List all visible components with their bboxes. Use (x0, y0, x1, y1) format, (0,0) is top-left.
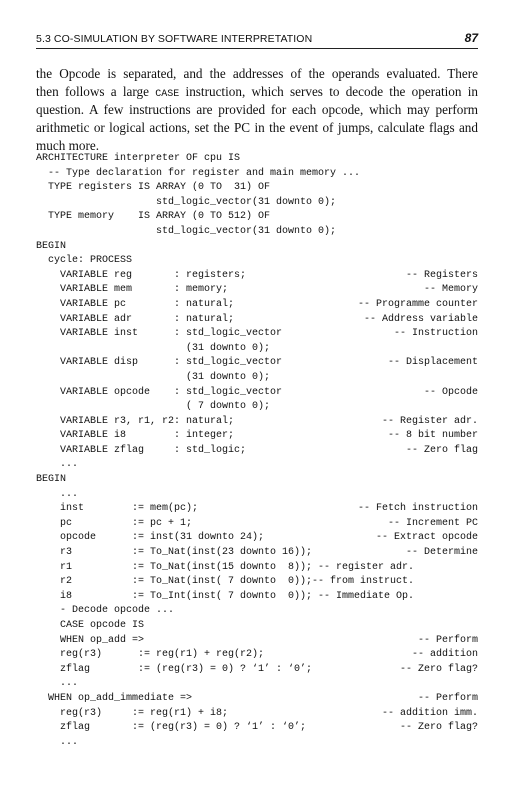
code-comment: -- addition imm. (381, 707, 478, 719)
paragraph-line: the Opcode is separated, and the addresses of the operands evaluated. There (36, 66, 478, 81)
code-line (36, 575, 478, 590)
code-line (36, 415, 478, 430)
body-paragraph (36, 65, 478, 155)
code-line (36, 269, 478, 284)
code-line (36, 210, 478, 225)
code-text: VARIABLE r3, r1, r2: natural; (36, 415, 235, 427)
code-comment: -- Memory (423, 284, 478, 296)
code-text: i8 := To_Int(inst( 7 downto 0)); -- Immediate Op. (36, 590, 415, 602)
code-text: reg(r3) := reg(r1) + reg(r2); (36, 649, 265, 661)
code-text: r2 := To_Nat(inst( 7 downto 0));-- from instruct. (36, 576, 415, 588)
code-text: reg(r3) := reg(r1) + i8; (36, 707, 229, 719)
code-text: -- Type declaration for register and main memory ... (36, 167, 361, 179)
code-text: WHEN op_add_immediate => (36, 692, 193, 704)
code-text: std_logic_vector(31 downto 0); (36, 225, 337, 237)
code-line (36, 531, 478, 546)
code-line (36, 181, 478, 196)
code-text: VARIABLE i8 : integer; (36, 430, 235, 442)
paragraph-line: arithmetic or logical actions, set the PC in the event of jumps, calculate flags and (36, 120, 478, 135)
code-line (36, 517, 478, 532)
code-text: r1 := To_Nat(inst(15 downto 8)); -- register adr. (36, 561, 415, 573)
code-text: inst := mem(pc); (36, 503, 199, 515)
code-comment: -- Perform (417, 634, 478, 646)
code-line (36, 342, 478, 357)
code-line (36, 677, 478, 692)
code-comment: -- Programme counter (357, 298, 478, 310)
code-comment: -- Increment PC (387, 517, 478, 529)
code-comment: -- Address variable (363, 313, 478, 325)
code-text: VARIABLE adr : natural; (36, 313, 235, 325)
code-line (36, 356, 478, 371)
code-text: WHEN op_add => (36, 634, 145, 646)
code-line (36, 473, 478, 488)
code-text: (31 downto 0); (36, 342, 271, 354)
code-line (36, 298, 478, 313)
code-line (36, 707, 478, 722)
page-number: 87 (464, 31, 478, 45)
code-comment: -- Zero flag? (399, 722, 478, 734)
code-comment: -- Extract opcode (375, 532, 478, 544)
code-line (36, 371, 478, 386)
code-comment: -- Opcode (423, 386, 478, 398)
code-line (36, 546, 478, 561)
paragraph-line: much more. (36, 138, 99, 153)
vhdl-code-listing (36, 152, 478, 750)
code-line (36, 429, 478, 444)
code-line (36, 313, 478, 328)
code-text: ... (36, 736, 79, 748)
code-line (36, 386, 478, 401)
code-line (36, 167, 478, 182)
code-text: VARIABLE opcode : std_logic_vector (36, 386, 283, 398)
code-line (36, 561, 478, 576)
code-text: (31 downto 0); (36, 371, 271, 383)
code-line (36, 225, 478, 240)
code-comment: -- Determine (405, 547, 478, 559)
code-line (36, 663, 478, 678)
code-text: zflag := (reg(r3) = 0) ? ‘1’ : ‘0’; (36, 663, 313, 675)
code-comment: -- Zero flag? (399, 663, 478, 675)
code-line (36, 721, 478, 736)
code-comment: -- Instruction (393, 328, 478, 340)
code-line (36, 240, 478, 255)
code-line (36, 283, 478, 298)
code-text: VARIABLE mem : memory; (36, 284, 229, 296)
code-text: pc := pc + 1; (36, 517, 193, 529)
code-line (36, 196, 478, 211)
code-text: TYPE registers IS ARRAY (0 TO 31) OF (36, 182, 271, 194)
code-line (36, 648, 478, 663)
code-text: VARIABLE reg : registers; (36, 269, 247, 281)
code-line (36, 634, 478, 649)
code-text: cycle: PROCESS (36, 255, 133, 267)
code-line (36, 400, 478, 415)
code-comment: -- Zero flag (405, 444, 478, 456)
code-comment: -- Perform (417, 692, 478, 704)
running-header: 5.3 CO-SIMULATION BY SOFTWARE INTERPRETATION (36, 33, 313, 45)
code-text: ARCHITECTURE interpreter OF cpu IS (36, 153, 241, 164)
code-text: - Decode opcode ... (36, 605, 175, 617)
code-text: opcode := inst(31 downto 24); (36, 532, 265, 544)
code-text: ( 7 downto 0); (36, 401, 271, 413)
code-text: CASE opcode IS (36, 620, 145, 631)
code-line (36, 327, 478, 342)
code-text: std_logic_vector(31 downto 0); (36, 196, 337, 208)
code-line (36, 736, 478, 751)
code-line (36, 488, 478, 503)
code-text: ... (36, 459, 79, 471)
code-text: BEGIN (36, 240, 67, 252)
code-text: VARIABLE pc : natural; (36, 298, 235, 310)
paragraph-line: question. A few instructions are provided for each opcode, which may perform (36, 102, 478, 117)
code-comment: -- 8 bit number (387, 430, 478, 442)
code-line (36, 619, 478, 634)
code-text: VARIABLE zflag : std_logic; (36, 444, 247, 456)
code-comment: -- addition (411, 649, 478, 661)
code-line (36, 604, 478, 619)
code-line (36, 692, 478, 707)
code-text: VARIABLE inst : std_logic_vector (36, 328, 283, 340)
code-line (36, 458, 478, 473)
code-line (36, 444, 478, 459)
code-comment: -- Register adr. (381, 415, 478, 427)
code-text: r3 := To_Nat(inst(23 downto 16)); (36, 547, 313, 559)
code-line (36, 152, 478, 167)
code-line (36, 254, 478, 269)
code-comment: -- Registers (405, 269, 478, 281)
code-line (36, 590, 478, 605)
code-comment: -- Fetch instruction (357, 503, 478, 515)
code-text: ... (36, 488, 79, 500)
code-comment: -- Displacement (387, 357, 478, 369)
code-text: BEGIN (36, 474, 67, 486)
code-text: zflag := (reg(r3) = 0) ? ‘1’ : ‘0’; (36, 722, 307, 734)
code-line (36, 502, 478, 517)
paragraph-line: then follows a large CASE instruction, which serves to decode the operation in (36, 84, 478, 100)
code-text: ... (36, 678, 79, 690)
code-text: VARIABLE disp : std_logic_vector (36, 357, 283, 369)
header-rule (36, 48, 478, 49)
code-text: TYPE memory IS ARRAY (0 TO 512) OF (36, 211, 271, 223)
